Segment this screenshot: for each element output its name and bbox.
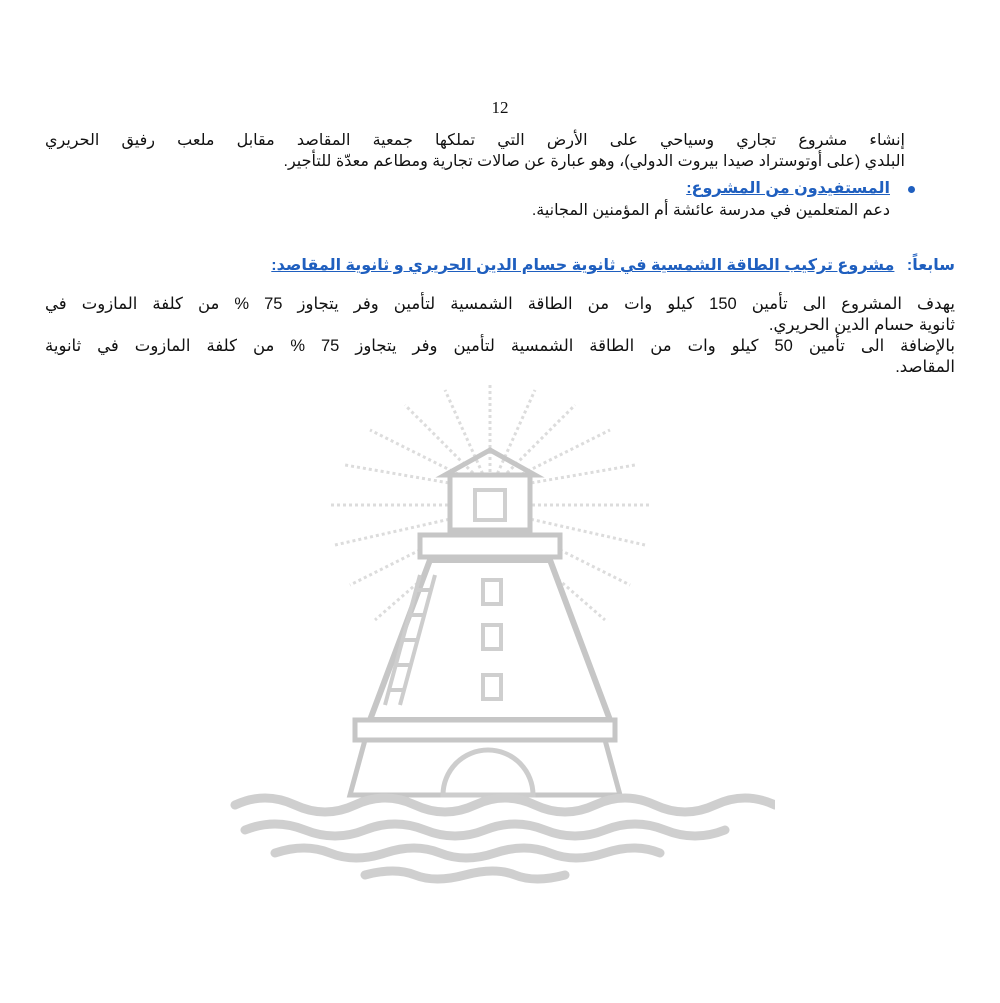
intro-line-2: البلدي (على أوتوستراد صيدا بيروت الدولي)، وهو عبارة عن صالات تجارية ومطاعم معدّة للتأجير. xyxy=(283,153,905,170)
body-line-1: يهدف المشروع الى تأمين 150 كيلو وات من الطاقة الشمسية لتأمين وفر يتجاوز 75 % من كلفة المازوت في xyxy=(45,295,955,313)
body-line-2: ثانوية حسام الدين الحريري. xyxy=(768,316,955,334)
solar-project-paragraph xyxy=(45,294,955,378)
beneficiaries-section xyxy=(420,178,890,222)
bullet-item xyxy=(420,178,890,200)
section-title: مشروع تركيب الطاقة الشمسية في ثانوية حسام الدين الحريري و ثانوية المقاصد: xyxy=(271,257,895,274)
body-line-4: المقاصد. xyxy=(895,358,955,376)
bullet-dot-icon xyxy=(908,186,915,193)
intro-line-1: إنشاء مشروع تجاري وسياحي على الأرض التي تملكها جمعية المقاصد مقابل ملعب رفيق الحريري xyxy=(45,132,905,149)
section-heading xyxy=(200,255,955,275)
intro-paragraph xyxy=(45,130,905,172)
beneficiaries-heading: المستفيدون من المشروع: xyxy=(686,180,890,197)
section-label: سابعاً: xyxy=(906,257,955,274)
page-number: 12 xyxy=(491,98,509,117)
beneficiaries-text: دعم المتعلمين في مدرسة عائشة أم المؤمنين المجانية. xyxy=(531,202,890,219)
body-line-3: بالإضافة الى تأمين 50 كيلو وات من الطاقة الشمسية لتأمين وفر يتجاوز 75 % من كلفة المازوت في ثانوية xyxy=(45,337,955,355)
lighthouse-watermark-icon xyxy=(215,375,775,885)
